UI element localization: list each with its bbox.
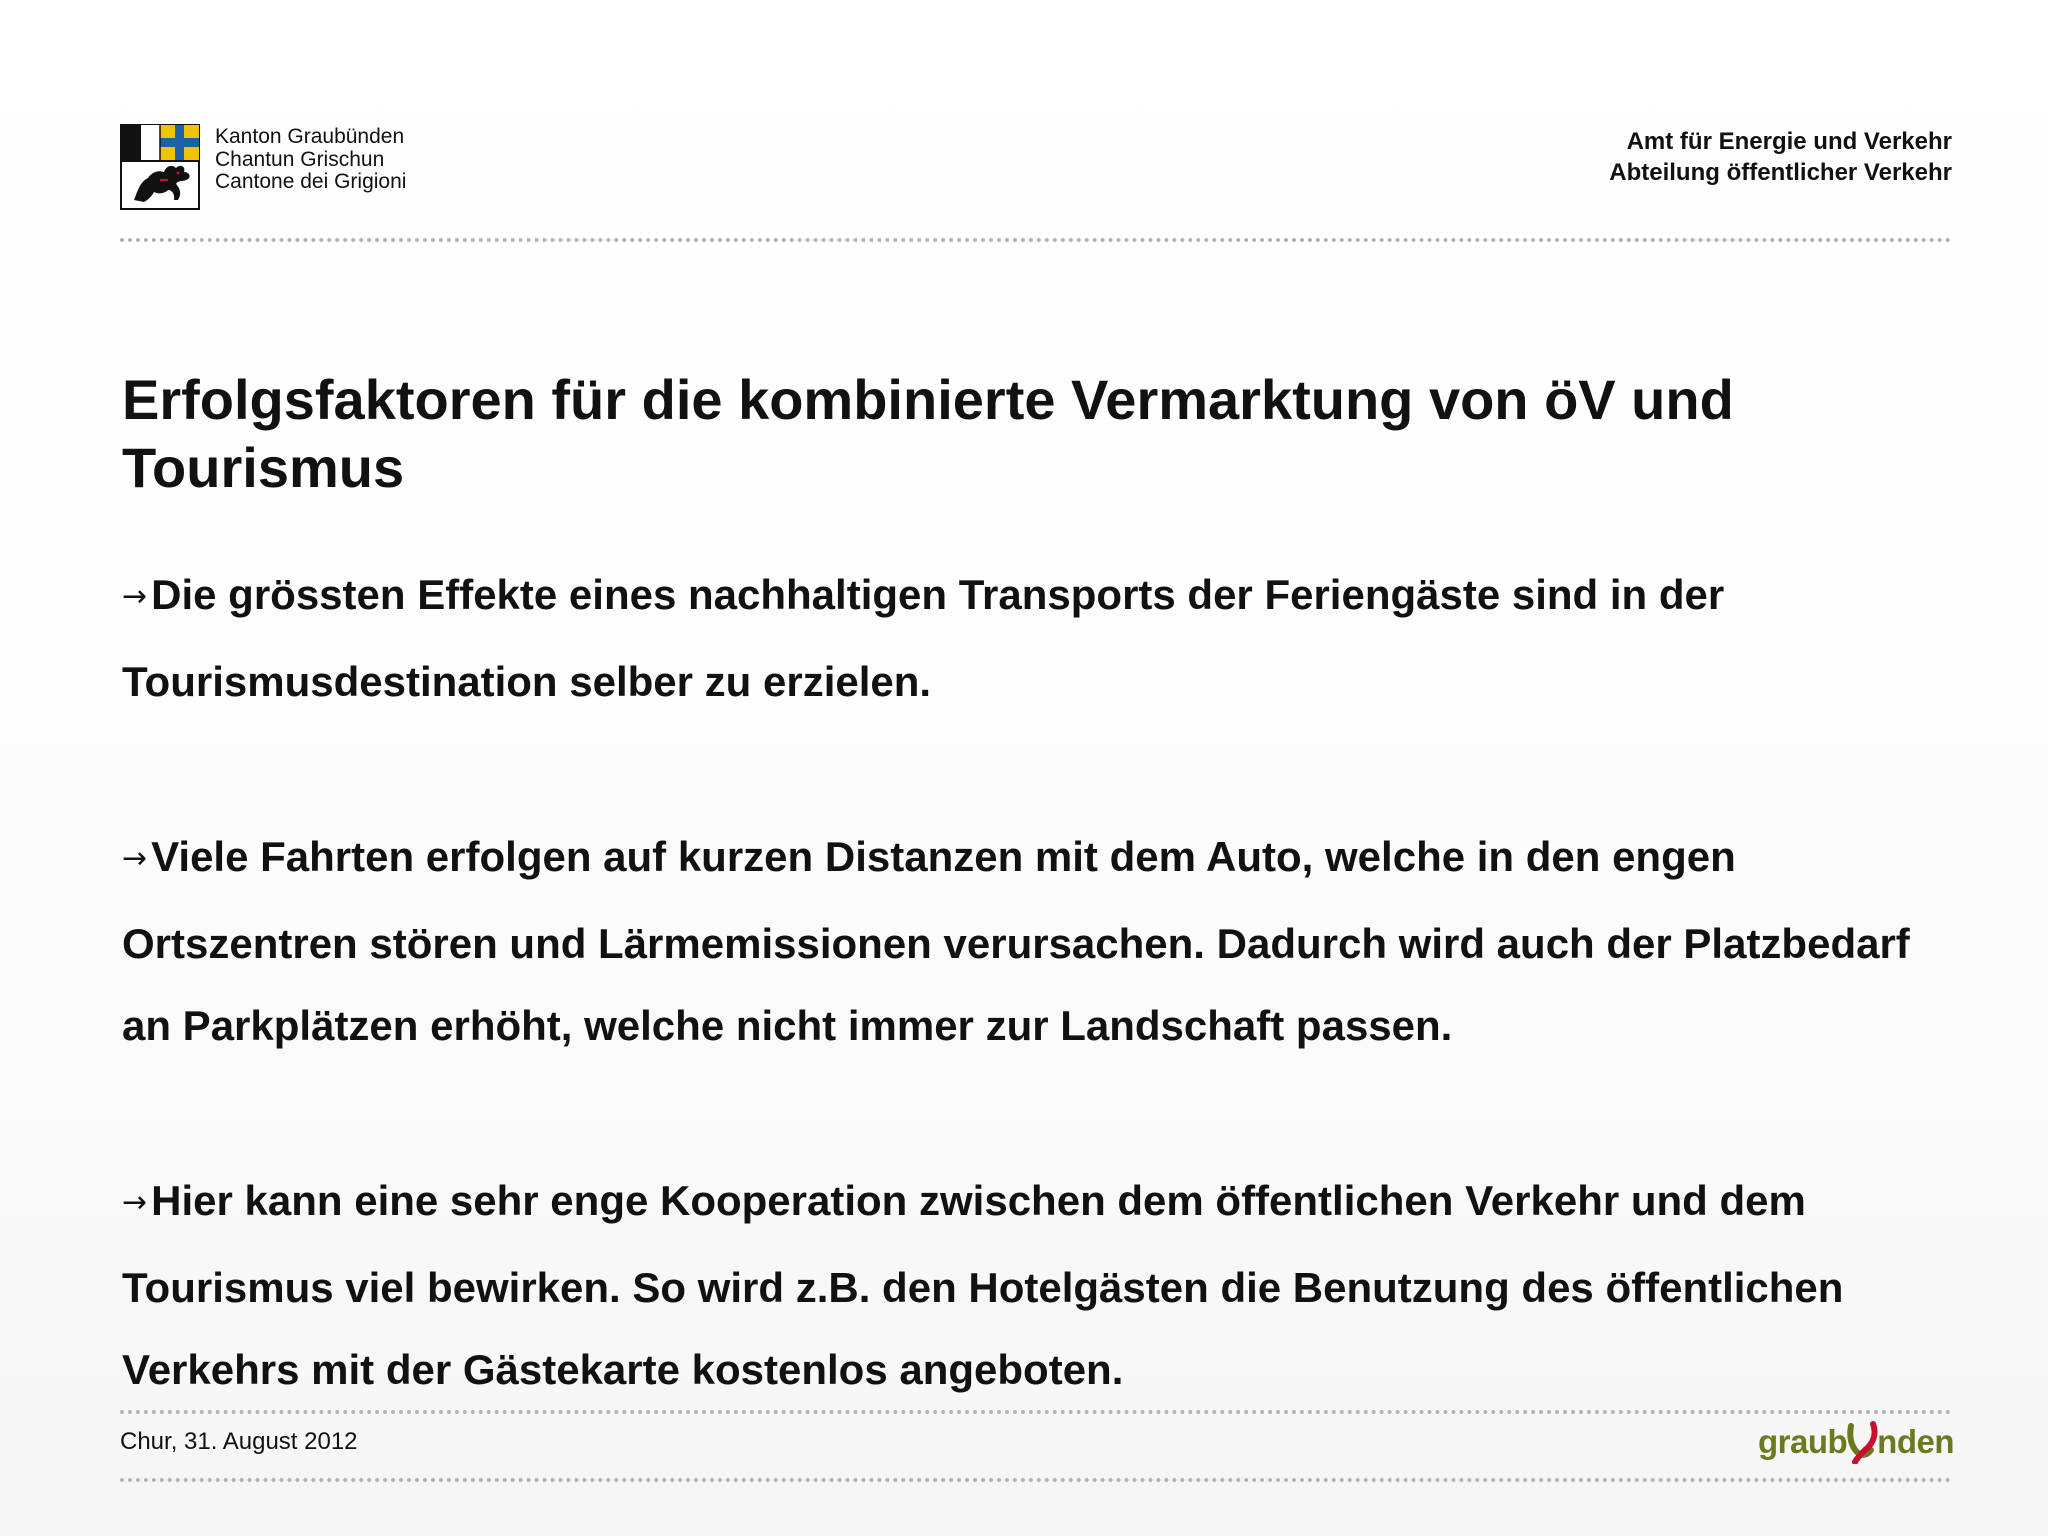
brand-logo-text-start: graub (1758, 1423, 1848, 1460)
coat-of-arms-icon (120, 124, 200, 210)
header-divider (120, 238, 1952, 242)
footer-divider-bottom (120, 1478, 1952, 1482)
bullet-text: Die grössten Effekte eines nachhaltigen Transports der Feriengäste sind in der Tourismusdestination selber zu erzielen. (122, 571, 1725, 705)
bullet-item (122, 1160, 1942, 1411)
canton-name-de: Kanton Graubünden (215, 125, 405, 148)
u-swirl-icon (1845, 1420, 1879, 1464)
bullet-text: Viele Fahrten erfolgen auf kurzen Distanzen mit dem Auto, welche in den engen Ortszentren stören und Lärmemissionen verursachen. Dadurch wird auch der Platzbedarf an Parkplätzen erhöht, welche nicht immer zur Landschaft passen. (122, 833, 1910, 1049)
graubuenden-brand-logo (1758, 1420, 1954, 1464)
office-department: Amt für Energie und Verkehr (1626, 128, 1952, 155)
canton-name-it: Cantone dei Grigioni (215, 170, 407, 193)
footer-date: Chur, 31. August 2012 (120, 1428, 358, 1455)
bullet-item (122, 554, 1942, 723)
canton-names (215, 126, 406, 194)
bullet-item (122, 816, 1942, 1067)
arrow-right-icon: → (122, 579, 148, 614)
bullet-list (122, 554, 1942, 1411)
office-division: Abteilung öffentlicher Verkehr (1609, 159, 1952, 186)
footer-divider-top (120, 1410, 1952, 1414)
canton-name-rm: Chantun Grischun (215, 147, 385, 171)
bullet-text: Hier kann eine sehr enge Kooperation zwischen dem öffentlichen Verkehr und dem Tourismus viel bewirken. So wird z.B. den Hotelgästen die Benutzung des öffentlichen Verkehrs mit der Gästekarte kostenlos angeboten. (122, 1177, 1844, 1393)
brand-logo-text-end: nden (1877, 1423, 1954, 1460)
arrow-right-icon: → (122, 1185, 148, 1220)
arrow-right-icon: → (122, 841, 148, 876)
slide-title: Erfolgsfaktoren für die kombinierte Vermarktung von öV und Tourismus (122, 368, 1734, 499)
canton-logo (120, 124, 406, 210)
office-name (1609, 126, 1952, 188)
